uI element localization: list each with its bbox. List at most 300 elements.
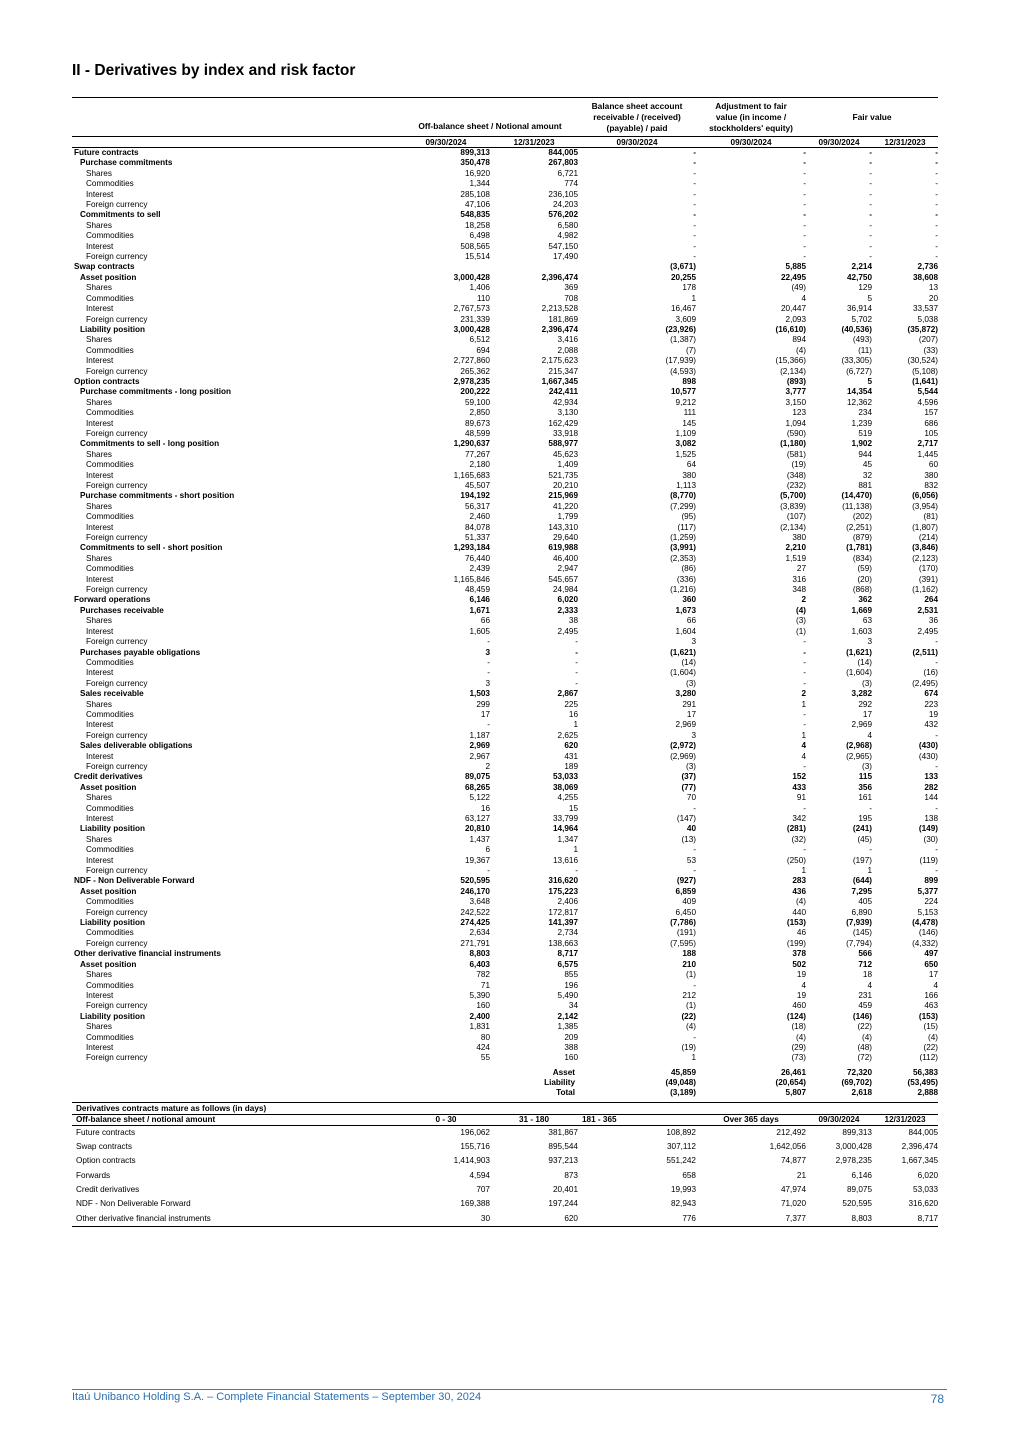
- cell-adjustment-2024: (5,700): [780, 491, 807, 501]
- maturity-cell: 3,000,428: [835, 1142, 872, 1152]
- subtotal-row: [72, 887, 938, 897]
- row-label: Other derivative financial instruments: [74, 949, 221, 959]
- row-label: Credit derivatives: [74, 772, 143, 782]
- cell-balance-2024: (8,770): [670, 491, 697, 501]
- cell-fair-2024: (14): [857, 657, 873, 667]
- cell-adjustment-2024: 440: [792, 907, 807, 917]
- cell-notional-2023: 46,400: [552, 553, 579, 563]
- category-row: [72, 772, 938, 782]
- row-label: Interest: [86, 241, 114, 251]
- cell-balance-2024: (77): [681, 782, 697, 792]
- row-label: Interest: [86, 304, 114, 314]
- cell-balance-2024: 3: [691, 730, 697, 740]
- cell-notional-2024: 55: [480, 1053, 490, 1063]
- cell-notional-2024: 1,290,637: [453, 439, 490, 449]
- cell-adjustment-2024: 2: [801, 689, 807, 699]
- cell-fair-2024: 5: [867, 293, 873, 303]
- table-row: [72, 190, 938, 200]
- cell-fair-2024: (20): [857, 574, 873, 584]
- cell-adjustment-2024: 3,777: [785, 387, 807, 397]
- cell-notional-2023: 545,657: [548, 574, 579, 584]
- row-label: Foreign currency: [86, 252, 148, 262]
- table-row: [72, 564, 938, 574]
- cell-notional-2024: 3,648: [469, 897, 490, 907]
- page-number: 78: [930, 1392, 944, 1406]
- cell-adjustment-2024: 20,447: [780, 304, 807, 314]
- cell-adjustment-2024: (4): [796, 605, 807, 615]
- cell-fair-2023: 899: [924, 876, 939, 886]
- cell-notional-2024: 80: [480, 1032, 490, 1042]
- cell-fair-2023: (81): [923, 512, 939, 522]
- maturity-cell: 620: [490, 1212, 578, 1227]
- cell-notional-2024: 2,767,573: [453, 304, 490, 314]
- maturity-cell: 82,943: [670, 1199, 696, 1209]
- row-label: Shares: [86, 699, 112, 709]
- table-row: [72, 658, 938, 668]
- cell-notional-2023: -: [575, 866, 579, 876]
- cell-fair-2023: 832: [924, 481, 939, 490]
- cell-fair-2024: (493): [852, 335, 873, 345]
- cell-notional-2023: 620: [564, 741, 579, 751]
- cell-fair-2024: -: [869, 179, 873, 189]
- cell-adjustment-2024: -: [803, 220, 807, 230]
- row-label: Shares: [86, 501, 112, 511]
- maturity-cell: 21: [796, 1170, 806, 1180]
- cell-notional-2023: 14,964: [552, 824, 579, 834]
- total-value: (49,048): [665, 1077, 697, 1087]
- total-row: [72, 1088, 938, 1098]
- cell-notional-2024: 45,507: [464, 481, 490, 490]
- cell-fair-2024: (834): [852, 553, 873, 563]
- cell-fair-2023: -: [935, 210, 939, 220]
- cell-fair-2024: 1: [867, 866, 873, 876]
- total-value: 72,320: [846, 1067, 873, 1077]
- cell-notional-2024: 20,810: [464, 824, 490, 834]
- maturity-row: [72, 1154, 938, 1168]
- category-row: [72, 262, 938, 272]
- maturity-row-label: Forwards: [76, 1170, 111, 1180]
- cell-fair-2023: 19: [928, 709, 939, 719]
- row-label: Option contracts: [74, 376, 140, 386]
- cell-fair-2024: 45: [862, 460, 873, 470]
- maturity-heading: Derivatives contracts mature as follows (in days): [72, 1102, 938, 1114]
- cell-notional-2023: 8,717: [557, 949, 579, 959]
- maturity-column-header: Over 365 days: [696, 1114, 806, 1125]
- cell-adjustment-2024: -: [803, 657, 807, 667]
- cell-notional-2024: 3,000,428: [453, 272, 490, 282]
- maturity-cell: 196,062: [460, 1127, 490, 1137]
- cell-notional-2023: 236,105: [548, 189, 579, 199]
- cell-balance-2024: 10,577: [670, 387, 697, 397]
- cell-notional-2023: 3,416: [557, 335, 579, 345]
- cell-adjustment-2024: 2,093: [785, 314, 807, 324]
- cell-fair-2023: (4,478): [912, 918, 939, 928]
- row-label: Foreign currency: [86, 730, 148, 740]
- cell-fair-2023: (30,524): [907, 356, 939, 366]
- footer-text: Itaú Unibanco Holding S.A. – Complete Financial Statements – September 30, 2024: [72, 1391, 482, 1403]
- maturity-cell: 212,492: [776, 1127, 806, 1137]
- row-label: Interest: [86, 720, 114, 730]
- cell-notional-2024: [402, 262, 490, 272]
- cell-notional-2024: 424: [476, 1042, 490, 1052]
- category-row: [72, 949, 938, 959]
- table-row: [72, 700, 938, 710]
- cell-fair-2024: -: [869, 231, 873, 241]
- cell-adjustment-2024: 152: [792, 772, 807, 782]
- cell-fair-2023: 1,445: [917, 449, 939, 459]
- table-row: [72, 460, 938, 470]
- cell-fair-2023: 138: [924, 814, 939, 823]
- cell-balance-2024: (7,299): [670, 501, 697, 511]
- maturity-row: [72, 1183, 938, 1197]
- cell-adjustment-2024: 1: [801, 730, 807, 740]
- table-row: [72, 679, 938, 689]
- cell-fair-2023: (146): [918, 928, 939, 938]
- cell-balance-2024: 70: [686, 793, 697, 803]
- date-fair-prior: 12/31/2023: [872, 137, 938, 148]
- cell-notional-2023: 1: [573, 845, 579, 855]
- cell-adjustment-2024: 22,495: [780, 272, 807, 282]
- total-value: (53,495): [907, 1077, 939, 1087]
- cell-fair-2024: (1,781): [846, 543, 873, 553]
- cell-adjustment-2024: (2,134): [780, 366, 807, 376]
- cell-adjustment-2024: -: [803, 637, 807, 647]
- row-label: Commodities: [86, 928, 134, 938]
- cell-fair-2023: 60: [928, 460, 939, 470]
- cell-fair-2024: 1,669: [851, 605, 873, 615]
- cell-fair-2024: (644): [852, 876, 873, 886]
- cell-fair-2024: 32: [862, 470, 873, 480]
- maturity-cell: 1,642,056: [769, 1142, 806, 1152]
- cell-fair-2023: (5,108): [912, 366, 939, 376]
- category-row: [72, 377, 938, 387]
- cell-balance-2024: 40: [686, 824, 697, 834]
- category-row: [72, 876, 938, 886]
- cell-adjustment-2024: -: [803, 189, 807, 199]
- category-row: [72, 595, 938, 605]
- cell-fair-2024: (11): [858, 345, 873, 355]
- cell-balance-2024: 3,609: [675, 314, 697, 324]
- cell-notional-2023: 5,490: [557, 990, 579, 1000]
- subtotal-row: [72, 273, 938, 283]
- cell-notional-2024: 2,850: [469, 408, 490, 418]
- cell-balance-2024: (13): [681, 834, 697, 844]
- total-value: 26,461: [780, 1067, 807, 1077]
- cell-notional-2024: 77,267: [464, 449, 490, 459]
- cell-notional-2023: 17,490: [552, 252, 579, 262]
- cell-fair-2024: 712: [858, 959, 873, 969]
- cell-notional-2024: 2,967: [469, 751, 490, 761]
- maturity-column-header: 181 - 365: [578, 1114, 696, 1125]
- cell-fair-2023: 282: [924, 782, 939, 792]
- cell-notional-2024: 8,803: [469, 949, 490, 959]
- maturity-cell: 8,803: [806, 1212, 872, 1227]
- total-row: [72, 1078, 938, 1088]
- cell-notional-2023: 225: [564, 699, 579, 709]
- cell-fair-2023: (207): [918, 335, 939, 345]
- row-label: Sales receivable: [80, 689, 144, 699]
- cell-balance-2024: (2,969): [670, 751, 697, 761]
- cell-fair-2024: (6,727): [846, 366, 873, 376]
- total-value: 2,888: [917, 1087, 939, 1097]
- subtotal-row: [72, 387, 938, 397]
- table-row: [72, 1033, 938, 1043]
- cell-fair-2023: 4,596: [917, 397, 939, 407]
- subtotal-row: [72, 606, 938, 616]
- cell-notional-2024: 6,512: [469, 335, 490, 345]
- cell-adjustment-2024: -: [803, 168, 807, 178]
- cell-fair-2023: 674: [924, 689, 939, 699]
- cell-adjustment-2024: 348: [792, 585, 807, 595]
- cell-notional-2024: 6: [485, 845, 490, 855]
- main-rows: [72, 148, 938, 1064]
- row-label: Commodities: [86, 460, 134, 470]
- cell-fair-2024: -: [869, 803, 873, 813]
- row-label: Forward operations: [74, 595, 151, 605]
- cell-fair-2023: (4,332): [912, 938, 939, 948]
- cell-fair-2023: 17: [928, 970, 939, 980]
- row-label: Interest: [86, 990, 114, 1000]
- cell-adjustment-2024: -: [803, 845, 807, 855]
- maturity-cell: 520,595: [842, 1199, 872, 1209]
- cell-notional-2024: 3,000,428: [453, 324, 490, 334]
- cell-notional-2023: 267,803: [548, 158, 579, 168]
- cell-balance-2024: -: [693, 803, 697, 813]
- cell-fair-2023: 38,608: [912, 272, 939, 282]
- row-label: Foreign currency: [86, 938, 148, 948]
- cell-balance-2024: (2,353): [670, 553, 697, 563]
- cell-notional-2024: 19,367: [464, 855, 490, 865]
- row-label: Shares: [86, 970, 112, 980]
- cell-adjustment-2024: 460: [792, 1001, 807, 1011]
- cell-notional-2023: 24,203: [552, 200, 579, 210]
- cell-balance-2024: -: [693, 252, 697, 262]
- cell-fair-2024: 234: [858, 408, 873, 418]
- maturity-cell: 30: [402, 1212, 490, 1227]
- row-label: Shares: [86, 834, 112, 844]
- cell-balance-2024: 212: [682, 990, 697, 1000]
- cell-fair-2024: 566: [858, 949, 873, 959]
- cell-adjustment-2024: 1,519: [785, 553, 807, 563]
- cell-notional-2023: 2,088: [557, 345, 579, 355]
- cell-fair-2023: -: [935, 158, 939, 168]
- cell-notional-2023: 160: [564, 1053, 579, 1063]
- total-spacer: [72, 1088, 490, 1098]
- cell-balance-2024: 9,212: [675, 397, 697, 407]
- maturity-cell: 658: [682, 1170, 696, 1180]
- table-row: [72, 512, 938, 522]
- cell-balance-2024: (7): [686, 345, 697, 355]
- total-label: Liability: [544, 1077, 576, 1087]
- cell-balance-2024: (23,926): [665, 324, 697, 334]
- table-row: [72, 856, 938, 866]
- cell-fair-2024: (145): [852, 928, 873, 938]
- table-row: [72, 720, 938, 730]
- cell-fair-2024: (33,305): [841, 356, 873, 366]
- cell-fair-2024: 63: [862, 616, 873, 626]
- cell-notional-2023: -: [575, 678, 579, 688]
- cell-fair-2024: -: [869, 220, 873, 230]
- row-label: Shares: [86, 793, 112, 803]
- cell-fair-2024: (868): [852, 585, 873, 595]
- date-balance: 09/30/2024: [578, 137, 696, 148]
- cell-notional-2023: 388: [564, 1042, 579, 1052]
- total-value: 2,618: [851, 1087, 873, 1097]
- row-label: Foreign currency: [86, 314, 148, 324]
- row-label: Purchase commitments - short position: [80, 491, 235, 501]
- cell-notional-2023: 181,869: [548, 314, 579, 324]
- cell-fair-2023: -: [935, 657, 939, 667]
- cell-notional-2024: 1,165,683: [453, 470, 490, 480]
- cell-notional-2024: 89,673: [464, 418, 490, 428]
- cell-notional-2023: 588,977: [548, 439, 579, 449]
- cell-fair-2024: -: [869, 210, 873, 220]
- cell-notional-2024: 1,406: [469, 283, 490, 293]
- row-label: Commitments to sell: [80, 210, 161, 220]
- header-adjustment: Adjustment to fair value (in income / stockholders' equity): [696, 98, 806, 137]
- cell-fair-2024: (1,604): [846, 668, 873, 678]
- cell-adjustment-2024: (1): [796, 626, 807, 636]
- cell-adjustment-2024: 27: [796, 564, 807, 574]
- row-label: Commodities: [86, 512, 134, 522]
- cell-fair-2024: (2,251): [846, 522, 873, 532]
- row-label: Shares: [86, 553, 112, 563]
- cell-fair-2023: (35,872): [907, 324, 939, 334]
- cell-fair-2023: (22): [923, 1042, 939, 1052]
- cell-fair-2023: 2,717: [917, 439, 939, 449]
- cell-notional-2024: 1,293,184: [453, 543, 490, 553]
- cell-balance-2024: 53: [686, 855, 697, 865]
- cell-balance-2024: (37): [681, 772, 697, 782]
- cell-fair-2023: -: [935, 637, 939, 647]
- cell-fair-2023: -: [935, 179, 939, 189]
- row-label: Swap contracts: [74, 262, 135, 272]
- row-label: Asset position: [80, 886, 137, 896]
- cell-notional-2023: 855: [564, 970, 579, 980]
- cell-fair-2024: (2,968): [846, 741, 873, 751]
- table-row: [72, 793, 938, 803]
- maturity-row-label: Other derivative financial instruments: [72, 1212, 402, 1227]
- cell-notional-2023: 162,429: [548, 418, 579, 428]
- cell-fair-2024: (1,621): [846, 647, 873, 657]
- cell-balance-2024: -: [693, 866, 697, 876]
- maturity-cell: 6,020: [917, 1170, 939, 1180]
- cell-balance-2024: (1,387): [670, 335, 697, 345]
- row-label: Liability position: [80, 1011, 146, 1021]
- cell-fair-2024: -: [869, 845, 873, 855]
- cell-notional-2023: 521,735: [548, 470, 579, 480]
- cell-notional-2024: 2,400: [469, 1011, 490, 1021]
- date-adjustment: 09/30/2024: [696, 137, 806, 148]
- cell-adjustment-2024: -: [803, 761, 807, 771]
- row-label: Liability position: [80, 918, 146, 928]
- cell-adjustment-2024: (2,134): [780, 522, 807, 532]
- cell-balance-2024: 360: [682, 595, 697, 605]
- row-label: Asset position: [80, 782, 137, 792]
- cell-fair-2024: -: [869, 252, 873, 262]
- cell-adjustment-2024: -: [803, 148, 807, 157]
- maturity-row: [72, 1125, 938, 1140]
- cell-adjustment-2024: (29): [791, 1042, 807, 1052]
- cell-fair-2023: -: [935, 148, 939, 157]
- cell-notional-2024: 160: [476, 1001, 490, 1011]
- cell-adjustment-2024: (107): [786, 512, 807, 522]
- cell-notional-2024: 89,075: [464, 772, 490, 782]
- cell-notional-2023: 6,020: [557, 595, 579, 605]
- cell-adjustment-2024: (3,839): [780, 501, 807, 511]
- table-row: [72, 970, 938, 980]
- cell-fair-2024: 5: [867, 376, 873, 386]
- cell-fair-2024: (48): [857, 1042, 873, 1052]
- cell-fair-2023: 5,544: [917, 387, 939, 397]
- cell-notional-2024: 15,514: [464, 252, 490, 262]
- cell-balance-2024: (17,939): [665, 356, 697, 366]
- cell-notional-2023: 316,620: [548, 876, 579, 886]
- maturity-cell: 307,112: [667, 1142, 696, 1152]
- table-row: [72, 283, 938, 293]
- total-row: [72, 1064, 938, 1078]
- row-label: Foreign currency: [86, 866, 148, 876]
- maturity-cell: 53,033: [913, 1184, 939, 1194]
- cell-fair-2023: 144: [924, 793, 939, 803]
- cell-notional-2023: 196: [564, 980, 579, 990]
- subtotal-row: [72, 491, 938, 501]
- cell-notional-2024: 231,339: [460, 314, 490, 324]
- cell-balance-2024: 64: [686, 460, 697, 470]
- cell-balance-2024: -: [693, 1032, 697, 1042]
- row-label: Foreign currency: [86, 907, 148, 917]
- cell-notional-2024: 6,146: [469, 595, 490, 605]
- derivatives-table: [72, 97, 938, 1098]
- date-notional-prior: 12/31/2023: [490, 137, 578, 148]
- cell-fair-2023: 33,537: [912, 304, 939, 314]
- cell-adjustment-2024: (590): [786, 428, 807, 438]
- maturity-cell: 381,867: [548, 1127, 578, 1137]
- cell-balance-2024: (1,216): [670, 585, 697, 595]
- cell-balance-2024: -: [693, 189, 697, 199]
- cell-fair-2024: 405: [858, 897, 873, 907]
- row-label: Commodities: [86, 345, 134, 355]
- maturity-cell: 1,667,345: [901, 1156, 939, 1166]
- cell-adjustment-2024: 91: [796, 793, 807, 803]
- cell-fair-2023: 224: [924, 897, 939, 907]
- cell-notional-2024: 63,127: [464, 814, 490, 823]
- cell-balance-2024: 178: [682, 283, 697, 293]
- cell-balance-2024: -: [693, 845, 697, 855]
- maturity-row-label: Credit derivatives: [76, 1184, 140, 1194]
- cell-notional-2024: 2,978,235: [453, 376, 490, 386]
- cell-fair-2023: 133: [924, 772, 939, 782]
- cell-balance-2024: 6,450: [675, 907, 697, 917]
- maturity-cell: 2,978,235: [835, 1156, 872, 1166]
- cell-fair-2023: 497: [924, 949, 939, 959]
- cell-notional-2023: 1,667,345: [541, 376, 579, 386]
- row-label: Commodities: [86, 897, 134, 907]
- cell-balance-2024: (14): [681, 657, 697, 667]
- cell-notional-2023: [490, 262, 578, 272]
- maturity-column-headers: [72, 1114, 938, 1125]
- row-label: Foreign currency: [86, 428, 148, 438]
- cell-fair-2024: 356: [858, 782, 873, 792]
- cell-notional-2023: 13,616: [552, 855, 579, 865]
- cell-fair-2024: (3): [862, 678, 873, 688]
- cell-balance-2024: 2,969: [675, 720, 697, 730]
- header-fair-value: Fair value: [806, 98, 938, 137]
- cell-adjustment-2024: (893): [786, 376, 807, 386]
- cell-fair-2024: 14,354: [846, 387, 873, 397]
- cell-balance-2024: (1): [686, 970, 697, 980]
- cell-notional-2024: 2,634: [469, 928, 490, 938]
